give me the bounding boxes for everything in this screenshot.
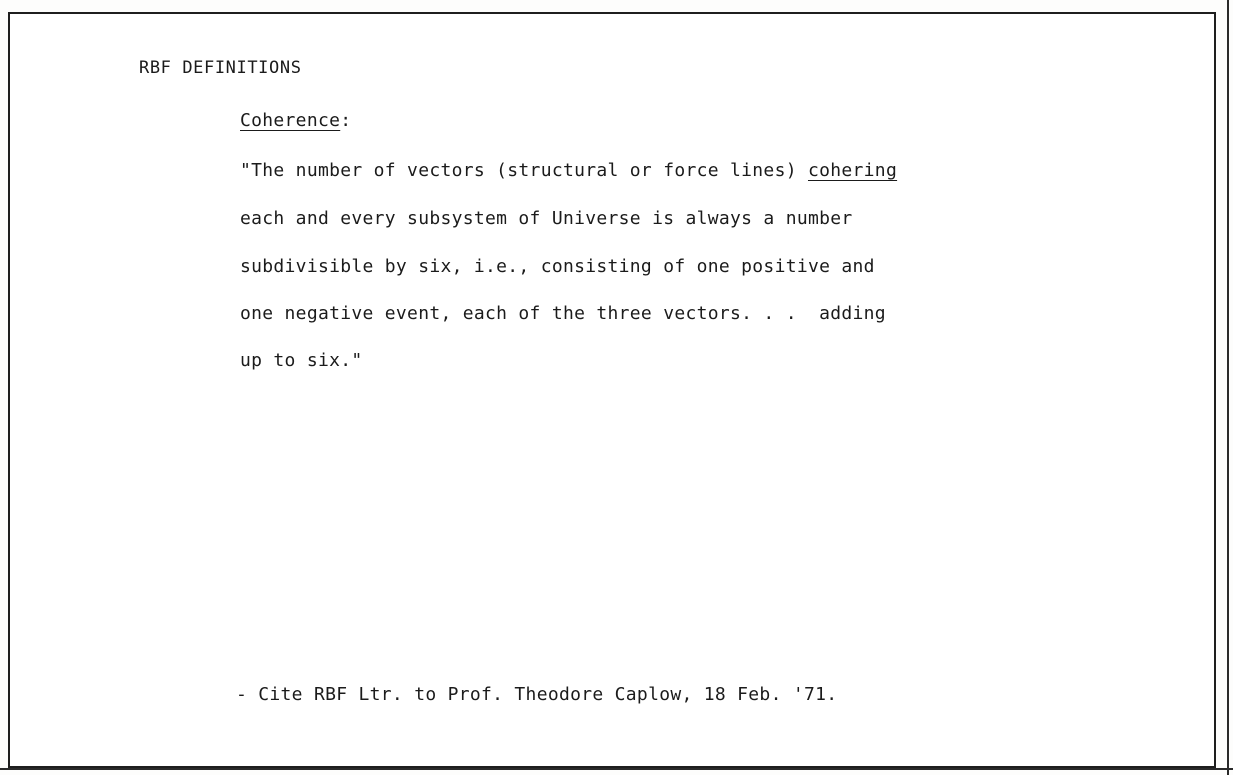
quote-line-1-text: "The number of vectors (structural or force lines) [240, 160, 808, 181]
quote-line-3: subdivisible by six, i.e., consisting of one positive and [240, 256, 875, 277]
term-line [240, 110, 351, 131]
quote-line-5: up to six." [240, 350, 363, 371]
quote-line-1 [240, 160, 897, 181]
quote-line-2: each and every subsystem of Universe is always a number [240, 208, 853, 229]
term-title: Coherence [240, 110, 341, 131]
card-heading: RBF DEFINITIONS [139, 58, 302, 78]
index-card [8, 12, 1216, 768]
term-colon: : [340, 110, 352, 131]
quote-line-4: one negative event, each of the three vectors. . . adding [240, 303, 886, 324]
citation: - Cite RBF Ltr. to Prof. Theodore Caplow, 18 Feb. '71. [236, 684, 838, 705]
card-edge-right [1227, 0, 1229, 775]
quote-underlined-word: cohering [807, 160, 898, 181]
card-edge-bottom [0, 768, 1233, 770]
